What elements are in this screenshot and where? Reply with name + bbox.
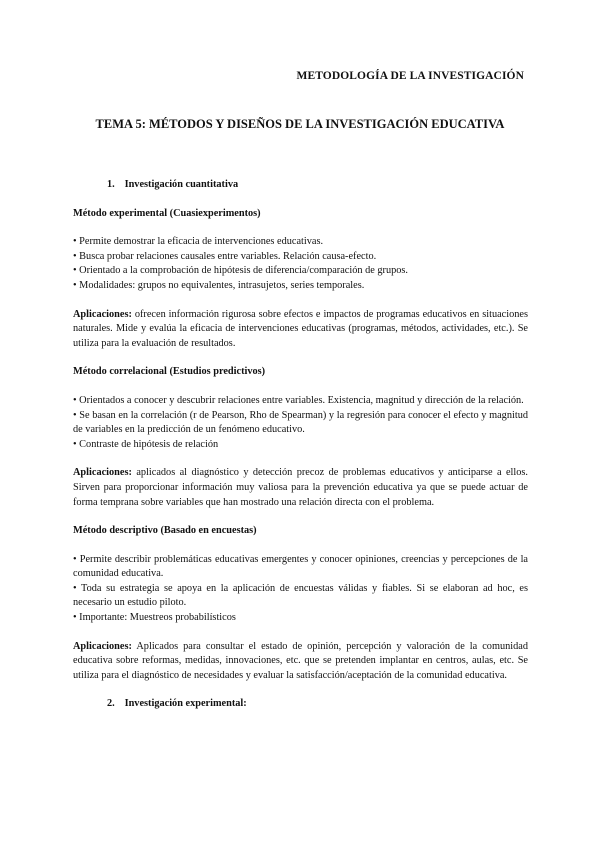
applications-paragraph-experimental bbox=[73, 308, 528, 352]
list-item: • Toda su estrategia se apoya en la aplicación de encuestas válidas y fiables. Si se elaboran ad hoc, es necesario un estudio piloto. bbox=[73, 582, 528, 609]
applications-text: Aplicados para consultar el estado de opinión, percepción y valoración de la comunidad educativa sobre reformas, medidas, innovaciones, etc. que se pretenden implantar en centros, aulas, etc. Se utiliza para el diagnóstico de necesidades y evaluar la satisfacción/aceptación de la comunidad educativa. bbox=[73, 640, 528, 681]
method-title-experimental: Método experimental (Cuasiexperimentos) bbox=[73, 207, 261, 219]
method-title-descriptive: Método descriptivo (Basado en encuestas) bbox=[73, 525, 257, 537]
section-title: Investigación experimental: bbox=[124, 698, 247, 710]
applications-text: aplicados al diagnóstico y detección precoz de problemas educativos y anticiparse a ellos. Sirven para proporcionar información muy valiosa para la prevención educativa ya que se puede actuar de forma temprana sobre variables que han mostrado una relación directa con el problema. bbox=[73, 467, 528, 508]
document-body bbox=[73, 178, 528, 726]
applications-text: ofrecen información rigurosa sobre efectos e impactos de programas educativos en situaciones naturales. Mide y evalúa la eficacia de intervenciones educativas (programas, métodos, actividades, etc.). Se utiliza para la evaluación de resultados. bbox=[73, 308, 528, 349]
applications-paragraph-descriptive bbox=[73, 640, 528, 684]
list-item: • Orientado a la comprobación de hipótesis de diferencia/comparación de grupos. bbox=[73, 265, 408, 277]
page-header: METODOLOGÍA DE LA INVESTIGACIÓN bbox=[296, 70, 524, 82]
applications-paragraph-correlational bbox=[73, 466, 528, 510]
list-item: • Busca probar relaciones causales entre variables. Relación causa-efecto. bbox=[73, 250, 377, 262]
bullet-list-experimental bbox=[73, 235, 528, 293]
section-number: 2. bbox=[107, 698, 115, 710]
list-item: • Permite describir problemáticas educativas emergentes y conocer opiniones, creencias y percepciones de la comunidad educativa. bbox=[73, 553, 528, 580]
list-item: • Permite demostrar la eficacia de intervenciones educativas. bbox=[73, 236, 324, 248]
list-item: • Importante: Muestreos probabilísticos bbox=[73, 612, 236, 624]
applications-label: Aplicaciones: bbox=[73, 640, 132, 652]
list-item: • Se basan en la correlación (r de Pearson, Rho de Spearman) y la regresión para conocer el efecto y magnitud de variables en la predicción de un fenómeno educativo. bbox=[73, 409, 528, 436]
section-heading-2 bbox=[107, 697, 528, 712]
section-heading-1 bbox=[107, 178, 528, 193]
page-title: TEMA 5: MÉTODOS Y DISEÑOS DE LA INVESTIGACIÓN EDUCATIVA bbox=[95, 117, 505, 131]
bullet-list-descriptive bbox=[73, 553, 528, 626]
section-title: Investigación cuantitativa bbox=[124, 179, 239, 190]
section-number: 1. bbox=[107, 179, 115, 190]
applications-label: Aplicaciones: bbox=[73, 467, 132, 479]
applications-label: Aplicaciones: bbox=[73, 308, 132, 320]
method-title-correlational: Método correlacional (Estudios predictivos) bbox=[73, 366, 266, 378]
list-item: • Modalidades: grupos no equivalentes, intrasujetos, series temporales. bbox=[73, 279, 365, 291]
list-item: • Contraste de hipótesis de relación bbox=[73, 438, 219, 450]
list-item: • Orientados a conocer y descubrir relaciones entre variables. Existencia, magnitud y dirección de la relación. bbox=[73, 394, 524, 406]
bullet-list-correlational bbox=[73, 394, 528, 452]
